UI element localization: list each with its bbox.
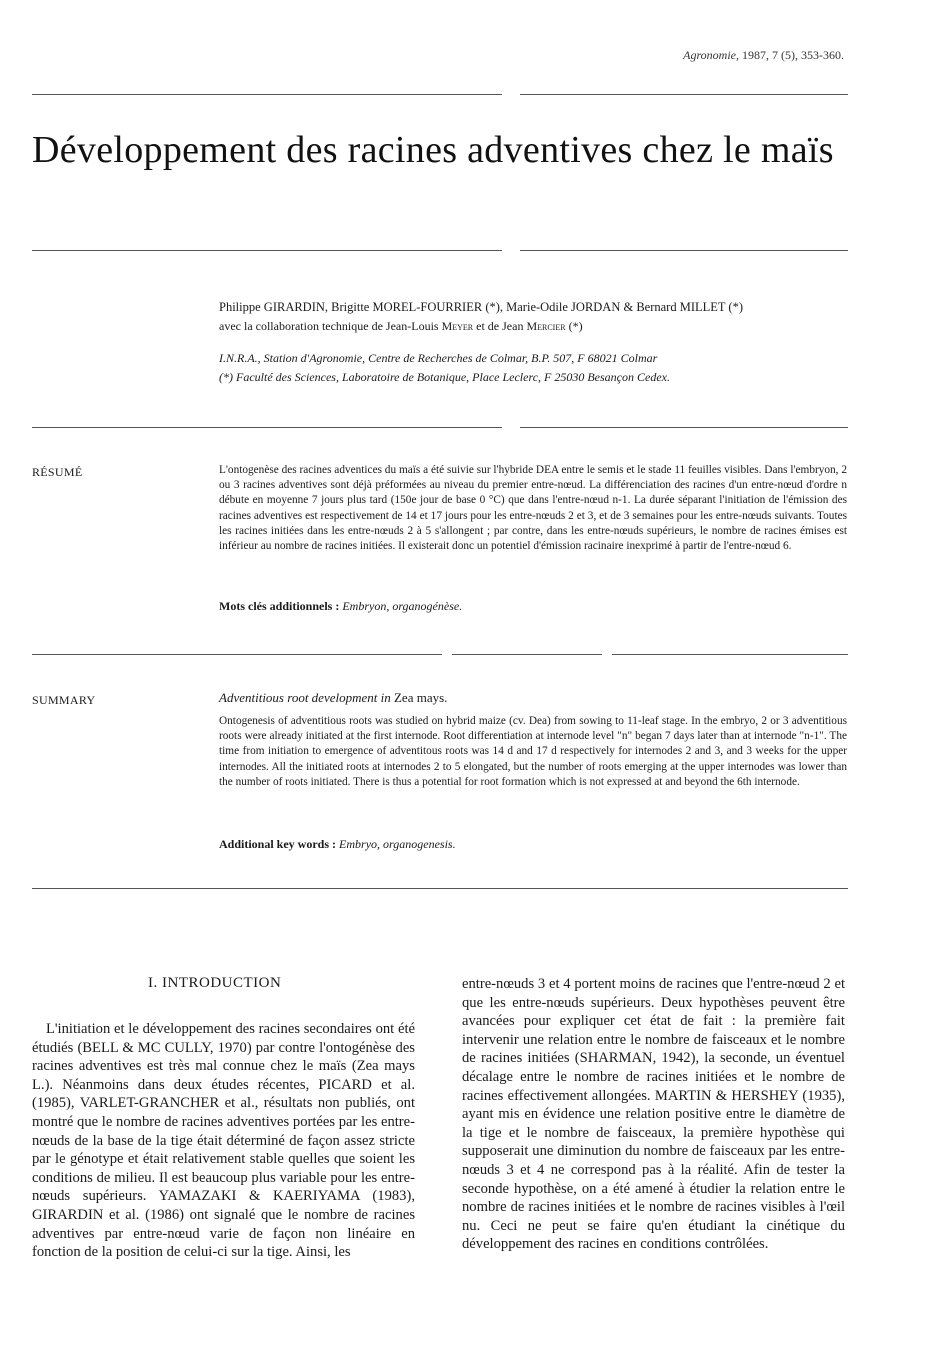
divider [452, 654, 602, 655]
body-column-right [462, 975, 845, 1254]
collaborator-name: Meyer [441, 319, 474, 333]
divider [520, 250, 848, 251]
collaborator-name: Mercier [526, 319, 566, 333]
summary-title-species: Zea mays. [393, 690, 448, 705]
paragraph: entre-nœuds 3 et 4 portent moins de racines que l'entre-nœud 2 et que les entre-nœuds supérieurs. Deux hypothèses peuvent être avancées pour expliquer cet état de fait : la première fait intervenir une relation entre le nombre de faisceaux et le nombre de racines initiées (SHARMAN, 1942), la seconde, un éventuel décalage entre le nombre de racines initiées et le nombre de racines effectivement allongées. MARTIN & HERSHEY (1935), ayant mis en évidence une relation positive entre le diamètre de la tige et le nombre de faisceaux, la première hypothèse qui supposerait une diminution du nombre de faisceaux par les entre-nœuds 3 et 4 ne correspond pas à la réalité. Afin de tester la seconde hypothèse, on a été amené à étudier la relation entre le nombre de racines initiées et le nombre de racines visibles à l'œil nu. Ceci ne peut se faire qu'en étudiant la cinétique du développement des racines en conditions contrôlées. [462, 976, 845, 1253]
divider [32, 888, 848, 889]
divider [32, 654, 442, 655]
resume-text: L'ontogenèse des racines adventices du maïs a été suivie sur l'hybride DEA entre le semis et le stade 11 feuilles visibles. Dans l'embryon, 2 ou 3 racines adventives sont déjà préformées au niveau du premier entre-nœud. La différenciation des racines d'un entre-nœud d'ordre n débute en moyenne 7 jours plus tard (150e jour de base 0 °C) que dans l'entre-nœud n-1. La durée séparant l'initiation de l'émission des racines adventives est respectivement de 14 et 17 jours pour les entre-nœuds 2 et 3, et de 3 semaines pour les entre-nœuds suivants. Toutes les racines initiées dans les entre-nœuds 2 à 5 s'allongent ; par contre, dans les entre-nœuds supérieurs, le nombre de racines émises est inférieur au nombre de racines initiées. Il existerait donc un potentiel d'émission racinaire inexprimé à partir de l'entre-nœud 6. [219, 464, 847, 553]
resume-keywords [219, 599, 462, 614]
author-list: Philippe GIRARDIN, Brigitte MOREL-FOURRIER (*), Marie-Odile JORDAN & Bernard MILLET (*) [219, 300, 744, 314]
journal-citation [683, 48, 844, 63]
keywords-value: Embryon, organogénèse. [342, 599, 463, 613]
summary-text: Ontogenesis of adventitious roots was studied on hybrid maize (cv. Dea) from sowing to 11-leaf stage. In the embryo, 2 or 3 adventitious roots were already initiated at the first internode. Root differentiation at internode level "n" began 7 days later than at internode "n-1". The time from initiation to emergence of adventitous roots was 14 d and 17 d respectively for internodes 2 and 3, and 3 weeks for the upper internodes. All the initiated roots at internodes 2 to 5 elongated, but the number of roots emerging at the upper internodes was lower than the number of roots initiated. There is thus a potential for root formation which is not expressed at and beyond the 6th internode. [219, 715, 847, 788]
collaboration-middle: et de Jean [473, 319, 527, 333]
summary-keywords [219, 837, 456, 852]
section-heading: I. INTRODUCTION [148, 975, 282, 991]
divider [520, 427, 848, 428]
divider [612, 654, 848, 655]
divider [520, 94, 848, 95]
divider [32, 250, 502, 251]
keywords-label: Additional key words : [219, 837, 337, 851]
journal-name: Agronomie, [683, 48, 739, 62]
collaboration-suffix: (*) [565, 319, 583, 333]
affiliations [219, 349, 839, 387]
collaboration-note [219, 319, 583, 334]
journal-volume: 1987, 7 (5), 353-360. [742, 48, 844, 62]
keywords-value: Embryo, organogenesis. [339, 837, 456, 851]
divider [32, 94, 502, 95]
divider [32, 427, 502, 428]
keywords-label: Mots clés additionnels : [219, 599, 340, 613]
summary-label: SUMMARY [32, 693, 96, 707]
paragraph: L'initiation et le développement des racines secondaires ont été étudiés (BELL & MC CULLY, 1970) par contre l'ontogénèse des racines adventives est très mal connue chez le maïs (Zea mays L.). Néanmoins dans deux études récentes, PICARD et al. (1985), VARLET-GRANCHER et al., résultats non publiés, ont montré que le nombre de racines adventives portées par les entre-nœuds de la base de la tige était déterminé de façon assez stricte par le génotype et était relativement stable quelles que soient les conditions de milieu. Il est beaucoup plus variable pour les entre-nœuds supérieurs. YAMAZAKI & KAERIYAMA (1983), GIRARDIN et al. (1986) ont signalé que le nombre de racines adventives par entre-nœud varie de façon non linéaire en fonction de la position de celui-ci sur la tige. Ainsi, les [32, 1021, 415, 1261]
affiliation-line: (*) Faculté des Sciences, Laboratoire de Botanique, Place Leclerc, F 25030 Besançon Cedex. [219, 370, 670, 384]
body-column-left [32, 1020, 415, 1262]
article-title: Développement des racines adventives chez le maïs [32, 129, 834, 171]
collaboration-prefix: avec la collaboration technique de Jean-Louis [219, 319, 442, 333]
affiliation-line: I.N.R.A., Station d'Agronomie, Centre de Recherches de Colmar, B.P. 507, F 68021 Colmar [219, 351, 658, 365]
resume-label: RÉSUMÉ [32, 465, 83, 479]
summary-title-text: Adventitious root development in [219, 690, 391, 705]
summary-title [219, 690, 447, 706]
